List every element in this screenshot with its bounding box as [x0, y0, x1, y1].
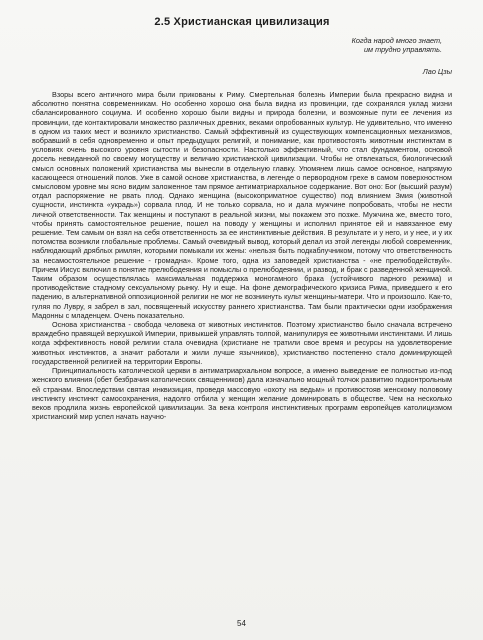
section-title: 2.5 Христианская цивилизация [154, 16, 330, 28]
page-number: 54 [237, 619, 246, 628]
epigraph-line: Когда народ много знает, [351, 36, 442, 45]
body-text [32, 90, 452, 421]
paragraph: Принципиальность католической церкви в антиматриархальном вопросе, а именно выведение ее полностью из-под женского влияния (обет безбрачия католических священников) дала изначально мощный толчок развитию подконтрольным ей странам. Впоследствии святая инквизиция, проведя массовую «охоту на ведьм» и противостояв женскому половому инстинкту инстинкт самосохранения, надолго отбила у женщин желание доминировать в обществе. Чем на несколько веков продлила жизнь европейской цивилизации. За века контроля инстинктивных программ европейцев католицизмом христианский мир успел начать научно- [32, 366, 452, 422]
epigraph-line: им трудно управлять. [364, 45, 442, 54]
epigraph [32, 36, 452, 54]
paragraph: Взоры всего античного мира были прикованы к Риму. Смертельная болезнь Империи была прекрасно видна и абсолютно понятна современникам. Но особенно хорошо она была видна из провинции, где сохранялся уклад жизни сбалансированного социума. И особенно хорошо были видны и природа болезни, и возможные пути ее лечения из провинции, где контактировали множество различных древних, веками опробованных культур. Не удивительно, что именно в одном из таких мест и возникло христианство. Самый эффективный из существующих компенсационных механизмов, вобравший в себя одновременно и опыт предыдущих религий, и понимание, как противостоять животным инстинктам в условиях очень высокого уровня сытости и безопасности. Настолько эффективный, что стал фундаментом, основой досель невиданной по своему могуществу и величию христианской цивилизации. Чтобы не отвлекаться, биологический смысл основных положений христианства мы вынесли в отдельную главку. Упомянем лишь самое основное, напрямую касающееся отношений полов. Уже в самой основе христианства, в легенде о первородном грехе в самом поверхностном смысловом уровне мы ясно видим заложенное там прямое антиматриархальное содержание. Вот оно: Бог (высший разум) отдал распоряжение не рвать плод. Однако женщина (высокоприматное существо) под влиянием Змия (животной сущности, инстинкта «украдь») сорвала плод. И не только сорвала, но и дала мужчине попробовать, чтобы не нести личной ответственности. Так женщины и поступают в реальной жизни, мы покажем это позже. Мужчина же, вместо того, чтобы принять самостоятельное решение, пошел на поводу у женщины и исполнил принятое ей и навязанное ему решение. Тем самым он взял на себя ответственность за ее инстинктивные действия. В результате и у него, и у нее, и у их потомства возникли глобальные проблемы. Самый очевидный вывод, который делал из этой легенды любой современник, наблюдающий дряблых римлян, которыми помыкали их жены: «нельзя быть подкаблучником, потому что ответственность за несамостоятельное решение - громадна». Кроме того, одна из заповедей христианства - «не прелюбодействуй». Причем Иисус включил в понятие прелюбодеяния и помыслы о прелюбодеянии, и развод, и брак с разведенной женщиной. Таким образом осуществлялась максимальная поддержка моногамного брака (устойчивого парного режима) и противодействие стадному сексуальному рынку. Ну и еще. На фоне демографического кризиса Рима, приведшего к его падению, в альтернативной оппозиционной религии не мог не возникнуть культ женщины-матери. Что и произошло. Как-то, гуляя по Лувру, я забрел в зал, посвященный искусству раннего христианства. Там были практически одни изображения Мадонны с младенцем. Очень показательно. [32, 90, 452, 320]
epigraph-author: Лао Цзы [422, 67, 452, 76]
paragraph: Основа христианства - свобода человека от животных инстинктов. Поэтому христианство было сначала встречено враждебно правящей верхушкой Империи, привыкшей управлять толпой, манипулируя ее животными инстинктами. И лишь когда эффективность новой религии стала очевидна (христиане не тратили свое время и ресурсы на удовлетворение животных инстинктов, а значит работали и жили лучше язычников), христианство постепенно стало доминирующей государственной религией на территории Европы. [32, 320, 452, 366]
